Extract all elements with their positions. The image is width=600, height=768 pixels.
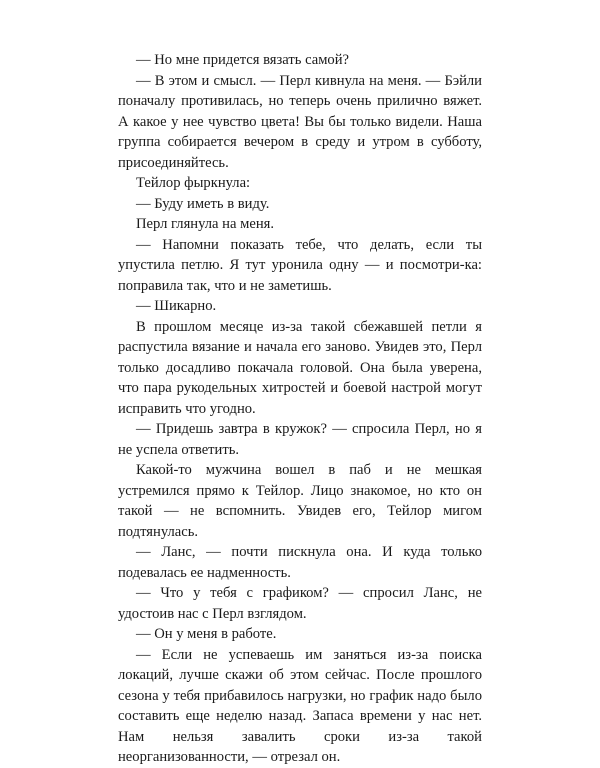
paragraph: — Что у тебя с графиком? — спросил Ланс, не удостоив нас с Перл взглядом. <box>118 585 482 622</box>
paragraph: — Но мне придется вязать самой? <box>136 52 350 68</box>
paragraph: Какой-то мужчина вошел в паб и не мешкая устремился прямо к Тейлор. Лицо знакомое, но кто он такой — не вспомнить. Увидев его, Тейлор мигом подтянулась. <box>118 462 482 540</box>
paragraph: — В этом и смысл. — Перл кивнула на меня. — Бэйли поначалу противилась, но теперь очень прилично вяжет. А какое у нее чувство цвета! Вы бы только видели. Наша группа собирается вечером в среду и утром в субботу, присоединяйтесь. <box>118 72 482 171</box>
paragraph: — Придешь завтра в кружок? — спросила Перл, но я не успела ответить. <box>118 421 482 458</box>
paragraph: Тейлор фыркнула: <box>136 175 251 191</box>
paragraph: — Ланс, — почти пискнула она. И куда только подевалась ее надменность. <box>118 544 482 581</box>
paragraph: Перл глянула на меня. <box>136 216 274 232</box>
paragraph: — Шикарно. <box>136 298 217 314</box>
paragraph: В прошлом месяце из-за такой сбежавшей петли я распустила вязание и начала его заново. Увидев это, Перл только досадливо покачала головой. Она была уверена, что пара рукодельных хитростей и боевой настрой могут исправить что угодно. <box>118 318 482 417</box>
book-page <box>118 50 482 768</box>
paragraph: — Буду иметь в виду. <box>136 195 270 212</box>
paragraph: — Если не успеваешь им заняться из-за поиска локаций, лучше скажи об этом сейчас. После прошлого сезона у тебя прибавилось нагрузки, но график надо было составить еще неделю назад. Запаса времени у нас нет. Нам нельзя завалить сроки из-за такой неорганизованности, — отрезал он. <box>118 646 482 765</box>
paragraph: — Напомни показать тебе, что делать, если ты упустила петлю. Я тут уронила одну — и посмотри-ка: поправила так, что и не заметишь. <box>118 236 482 294</box>
paragraph: — Он у меня в работе. <box>136 626 277 642</box>
